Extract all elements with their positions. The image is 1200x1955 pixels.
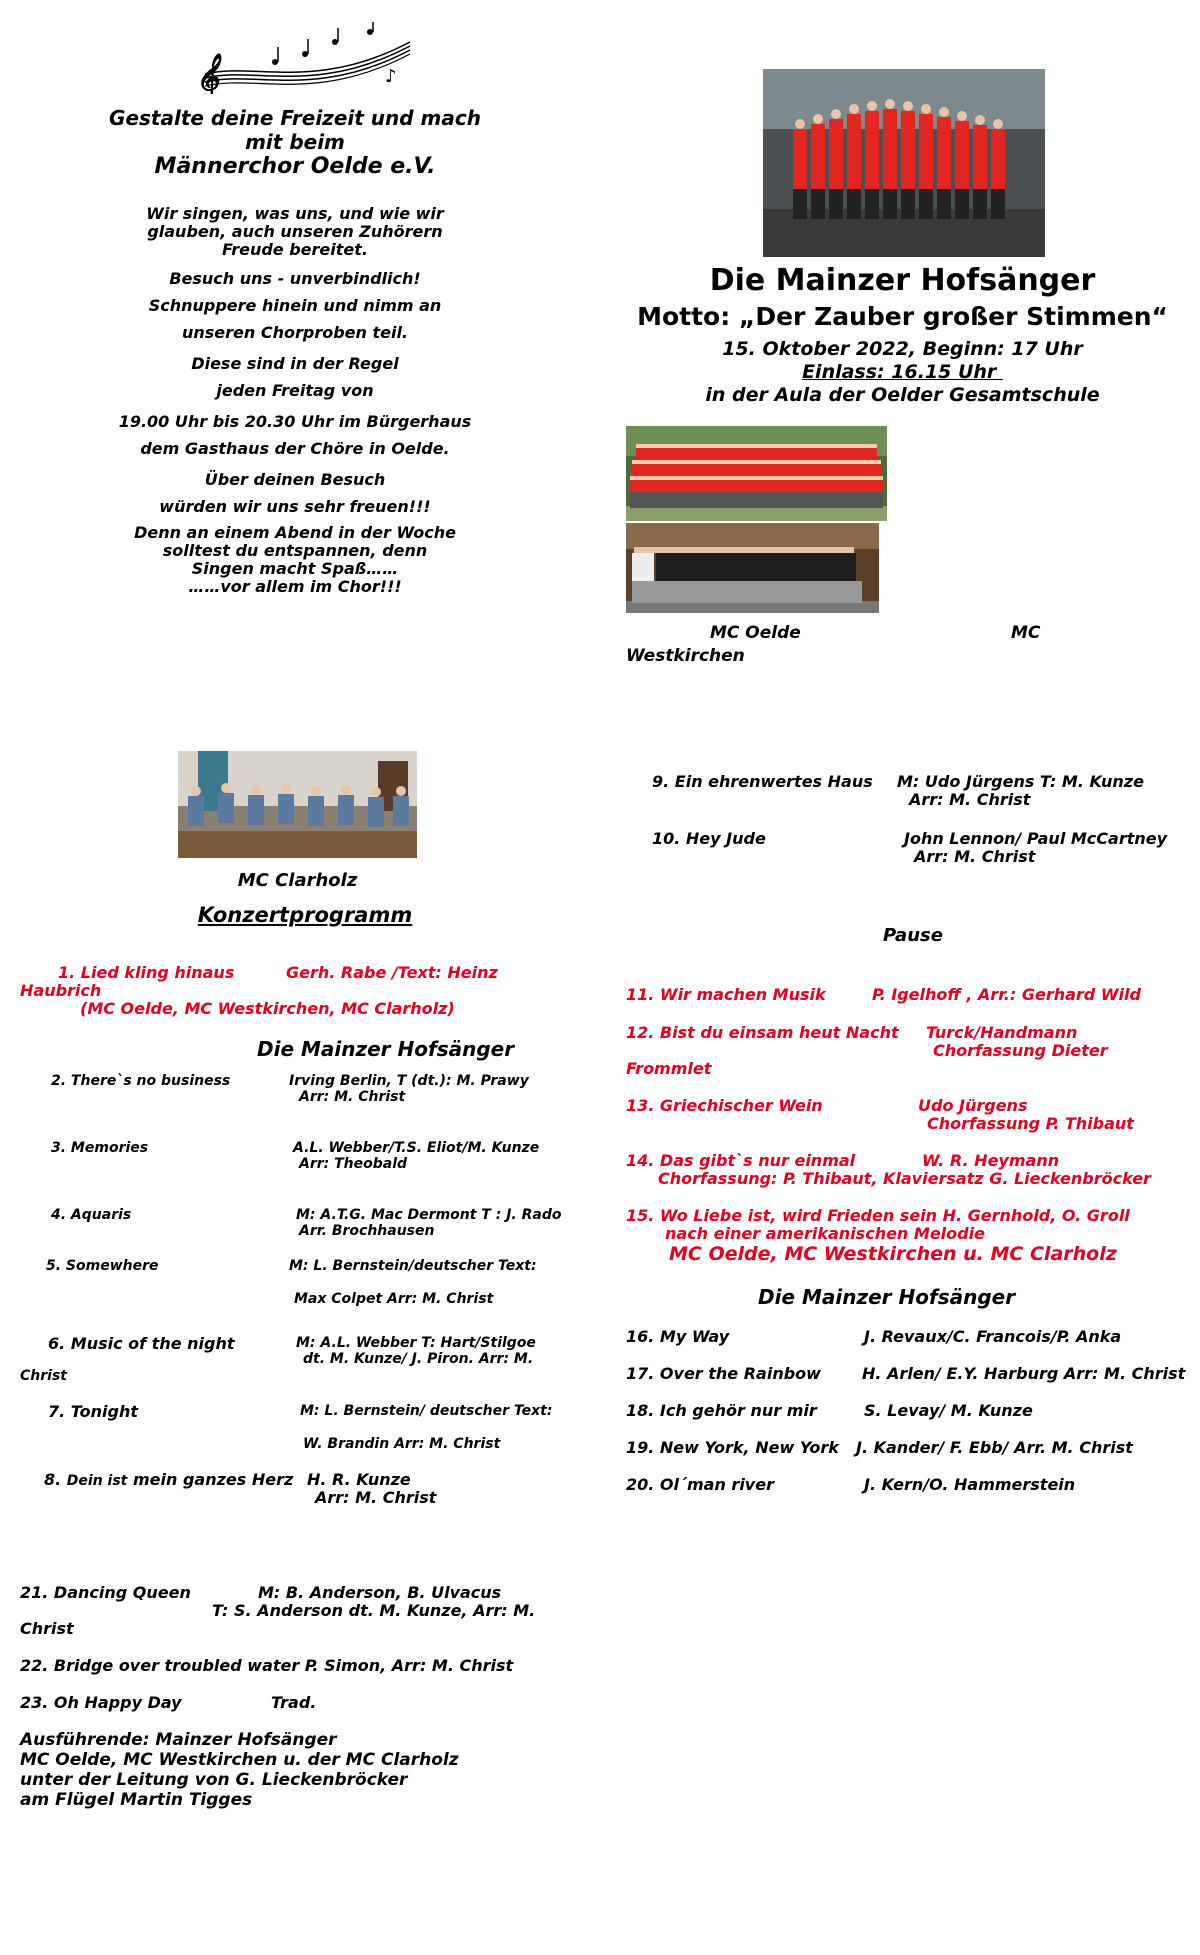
- section-mainzer-left: Die Mainzer Hofsänger: [257, 1037, 515, 1061]
- item18-title: 18. Ich gehör nur mir: [626, 1401, 817, 1420]
- mc-oelde-photo: [626, 426, 887, 521]
- evening-line1: Denn an einem Abend in der Woche: [134, 523, 456, 542]
- item14-title: 14. Das gibt`s nur einmal: [626, 1151, 856, 1170]
- item10-title: 10. Hey Jude: [652, 829, 766, 848]
- concert-entry: Einlass: 16.15 Uhr: [802, 361, 1003, 383]
- item21-credit-cont: Christ: [20, 1619, 74, 1638]
- item5-title: 5. Somewhere: [46, 1258, 159, 1274]
- time-line2: dem Gasthaus der Chöre in Oelde.: [140, 439, 450, 458]
- mainzer-hofsaenger-photo: [763, 69, 1045, 257]
- item12-credit-cont: Frommlet: [626, 1059, 712, 1078]
- item4-credit: M: A.T.G. Mac Dermont T : J. Rado: [296, 1207, 562, 1223]
- caption-mc: MC: [1011, 623, 1041, 643]
- rule-line1: Diese sind in der Regel: [191, 354, 399, 373]
- item14-credit2: Chorfassung: P. Thibaut, Klaviersatz G. Lieckenbröcker: [658, 1169, 1151, 1188]
- mc-westkirchen-photo: [626, 523, 879, 613]
- evening-line4: ……vor allem im Chor!!!: [188, 577, 402, 596]
- item6-credit-cont: Christ: [20, 1368, 67, 1384]
- performers-line2: MC Oelde, MC Westkirchen u. der MC Clarholz: [20, 1750, 459, 1770]
- choir-name: Männerchor Oelde e.V.: [154, 154, 436, 179]
- item12-title: 12. Bist du einsam heut Nacht: [626, 1023, 899, 1042]
- item6-credit: M: A.L. Webber T: Hart/Stilgoe: [296, 1335, 536, 1351]
- item8-arr: Arr: M. Christ: [315, 1488, 437, 1507]
- concert-date: 15. Oktober 2022, Beginn: 17 Uhr: [722, 338, 1083, 360]
- item17-credit: H. Arlen/ E.Y. Harburg Arr: M. Christ: [862, 1364, 1186, 1383]
- item2-arr: Arr: M. Christ: [299, 1089, 406, 1105]
- item23-credit: Trad.: [271, 1693, 317, 1712]
- pause-label: Pause: [883, 925, 943, 946]
- headline-line2: mit beim: [245, 130, 345, 154]
- item16-credit: J. Revaux/C. Francois/P. Anka: [864, 1327, 1122, 1346]
- item19-credit: J. Kander/ F. Ebb/ Arr. M. Christ: [856, 1438, 1133, 1457]
- item8-credit: H. R. Kunze: [307, 1470, 411, 1489]
- item3-title: 3. Memories: [51, 1140, 149, 1156]
- intro-line3: Freude bereitet.: [222, 240, 368, 259]
- item21-credit2: T: S. Anderson dt. M. Kunze, Arr: M.: [212, 1601, 536, 1620]
- mc-clarholz-photo: [178, 751, 417, 858]
- performers-line1: Ausführende: Mainzer Hofsänger: [20, 1730, 337, 1750]
- item21-credit: M: B. Anderson, B. Ulvacus: [258, 1583, 502, 1602]
- item20-title: 20. Ol´man river: [626, 1475, 774, 1494]
- item1-credit-cont: Haubrich: [20, 981, 102, 1000]
- concert-motto: Motto: „Der Zauber großer Stimmen“: [637, 302, 1168, 331]
- sniff-line2: unseren Chorproben teil.: [181, 323, 409, 342]
- caption-westkirchen: Westkirchen: [626, 646, 745, 666]
- sniff-line1: Schnuppere hinein und nimm an: [148, 296, 442, 315]
- thanks-line1: Über deinen Besuch: [204, 470, 386, 489]
- item1-credit: Gerh. Rabe /Text: Heinz: [286, 963, 498, 982]
- item5-arr: Max Colpet Arr: M. Christ: [294, 1291, 494, 1307]
- item9-arr: Arr: M. Christ: [909, 790, 1031, 809]
- item23-title: 23. Oh Happy Day: [20, 1693, 182, 1712]
- caption-mc-oelde: MC Oelde: [710, 623, 801, 643]
- time-line1: 19.00 Uhr bis 20.30 Uhr im Bürgerhaus: [118, 412, 472, 431]
- item7-title: 7. Tonight: [48, 1402, 138, 1421]
- item15-credit: nach einer amerikanischen Melodie: [665, 1224, 985, 1243]
- item17-title: 17. Over the Rainbow: [626, 1364, 821, 1383]
- headline-line1: Gestalte deine Freizeit und mach: [109, 106, 481, 130]
- item18-credit: S. Levay/ M. Kunze: [864, 1401, 1033, 1420]
- item6-title: 6. Music of the night: [48, 1334, 235, 1353]
- item1-title: 1. Lied kling hinaus: [58, 963, 235, 982]
- item20-credit: J. Kern/O. Hammerstein: [864, 1475, 1076, 1494]
- item4-title: 4. Aquaris: [51, 1207, 132, 1223]
- caption-mc-clarholz: MC Clarholz: [237, 870, 358, 891]
- item7-credit: M: L. Bernstein/ deutscher Text:: [300, 1403, 553, 1419]
- item15-title: 15. Wo Liebe ist, wird Frieden sein H. Gernhold, O. Groll: [626, 1206, 1130, 1225]
- item2-title: 2. There`s no business: [51, 1073, 231, 1089]
- item14-credit: W. R. Heymann: [922, 1151, 1060, 1170]
- item19-title: 19. New York, New York: [626, 1438, 839, 1457]
- intro-line2: glauben, auch unseren Zuhörern: [147, 222, 443, 241]
- item13-title: 13. Griechischer Wein: [626, 1096, 823, 1115]
- item10-credit: John Lennon/ Paul McCartney: [904, 829, 1168, 848]
- section-mainzer-right: Die Mainzer Hofsänger: [758, 1285, 1016, 1309]
- visit-line: Besuch uns - unverbindlich!: [169, 269, 421, 288]
- evening-line3: Singen macht Spaß……: [191, 559, 399, 578]
- item22: 22. Bridge over troubled water P. Simon, Arr: M. Christ: [20, 1656, 514, 1675]
- item11-title: 11. Wir machen Musik: [626, 985, 826, 1004]
- evening-line2: solltest du entspannen, denn: [162, 541, 428, 560]
- item11-credit: P. Igelhoff , Arr.: Gerhard Wild: [872, 985, 1141, 1004]
- rule-line2: jeden Freitag von: [216, 381, 374, 400]
- concert-title: Die Mainzer Hofsänger: [709, 263, 1096, 298]
- item8-title-prefix: Dein ist: [66, 1473, 128, 1489]
- concert-venue: in der Aula der Oelder Gesamtschule: [705, 384, 1100, 406]
- item13-credit2: Chorfassung P. Thibaut: [927, 1114, 1134, 1133]
- item15-choirs: MC Oelde, MC Westkirchen u. MC Clarholz: [669, 1243, 1117, 1265]
- item5-credit: M: L. Bernstein/deutscher Text:: [289, 1258, 537, 1274]
- item3-credit: A.L. Webber/T.S. Eliot/M. Kunze: [293, 1140, 540, 1156]
- performers-line4: am Flügel Martin Tigges: [20, 1790, 253, 1810]
- item8-title: mein ganzes Herz: [132, 1470, 294, 1489]
- item8-number: 8.: [44, 1470, 62, 1489]
- item12-credit2: Chorfassung Dieter: [933, 1041, 1108, 1060]
- svg-text:♪: ♪: [385, 66, 397, 87]
- item9-title: 9. Ein ehrenwertes Haus: [652, 772, 873, 791]
- item7-arr: W. Brandin Arr: M. Christ: [303, 1436, 501, 1452]
- item4-arr: Arr. Brochhausen: [299, 1223, 435, 1239]
- performers-line3: unter der Leitung von G. Lieckenbröcker: [20, 1770, 408, 1790]
- item1-choirs: (MC Oelde, MC Westkirchen, MC Clarholz): [80, 999, 455, 1018]
- item16-title: 16. My Way: [626, 1327, 730, 1346]
- item3-arr: Arr: Theobald: [299, 1156, 408, 1172]
- item13-credit: Udo Jürgens: [918, 1096, 1028, 1115]
- item12-credit: Turck/Handmann: [926, 1023, 1078, 1042]
- music-notes-logo: [195, 22, 415, 94]
- item2-credit: Irving Berlin, T (dt.): M. Prawy: [289, 1073, 529, 1089]
- svg-text:𝄞: 𝄞: [195, 53, 219, 94]
- item6-credit2: dt. M. Kunze/ J. Piron. Arr: M.: [303, 1351, 534, 1367]
- item21-title: 21. Dancing Queen: [20, 1583, 191, 1602]
- item9-credit: M: Udo Jürgens T: M. Kunze: [897, 772, 1144, 791]
- intro-line1: Wir singen, was uns, und wie wir: [146, 204, 444, 223]
- item10-arr: Arr: M. Christ: [914, 847, 1036, 866]
- thanks-line2: würden wir uns sehr freuen!!!: [159, 497, 431, 516]
- program-title: Konzertprogramm: [197, 903, 413, 927]
